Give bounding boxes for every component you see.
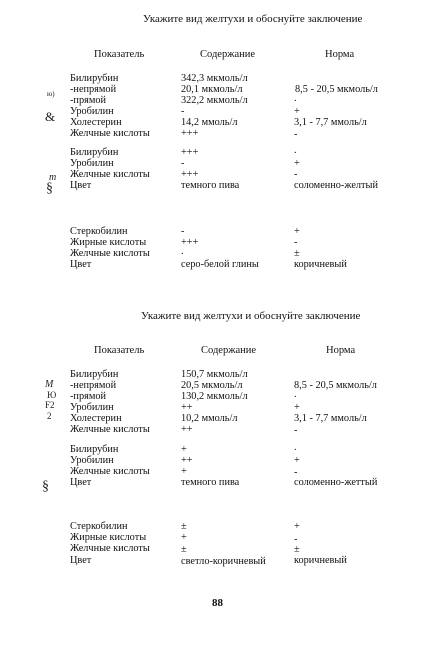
t1-feces-name-1: Жирные кислоты: [70, 237, 147, 248]
t2-urine-value-3: темного пива: [181, 477, 240, 488]
t1-blood-value-4: 14,2 ммоль/л: [181, 117, 238, 128]
t1-feces-name-3: Цвет: [70, 259, 92, 270]
t1-urine-name-0: Билирубин: [70, 147, 119, 158]
t2-urine-norm-3: соломенно-жеттый: [294, 477, 378, 488]
t2-blood-norm-2: .: [294, 389, 297, 400]
t2-blood-value-4: 10,2 ммоль/л: [181, 413, 238, 424]
margin-mark-9: §: [42, 479, 49, 494]
margin-mark-6: Ю: [47, 390, 57, 400]
t2-urine-name-1: Уробилин: [70, 455, 114, 466]
t2-urine-value-0: +: [181, 444, 187, 455]
margin-mark-4: §: [46, 181, 53, 196]
t1-feces-norm-0: +: [294, 226, 300, 237]
t2-blood-name-2: -прямой: [70, 391, 106, 402]
t2-blood-norm-3: +: [294, 402, 300, 413]
t1-urine-norm-3: соломенно-желтый: [294, 180, 378, 191]
t2-blood-name-1: -непрямой: [70, 380, 117, 391]
task2-header-content: Содержание: [201, 345, 257, 356]
t1-urine-name-1: Уробилин: [70, 158, 114, 169]
t1-blood-value-1: 20,1 мкмоль/л: [181, 84, 243, 95]
t2-urine-norm-1: +: [294, 455, 300, 466]
t2-feces-norm-1: -: [294, 534, 298, 545]
t2-urine-value-2: +: [181, 466, 187, 477]
t1-urine-value-3: темного пива: [181, 180, 240, 191]
t1-urine-value-0: +++: [181, 147, 199, 158]
task2-title: Укажите вид желтухи и обоснуйте заключение: [141, 310, 361, 322]
task2-header-norm: Норма: [326, 345, 356, 356]
t1-urine-value-2: +++: [181, 169, 199, 180]
t2-feces-value-2: ±: [181, 544, 187, 555]
margin-mark-8: 2: [47, 411, 52, 421]
t1-blood-norm-5: -: [294, 129, 298, 140]
t2-feces-norm-3: коричневый: [294, 555, 347, 566]
t2-feces-norm-0: +: [294, 521, 300, 532]
t2-blood-value-1: 20,5 мкмоль/л: [181, 380, 243, 391]
page-number: 88: [212, 597, 223, 609]
t2-urine-name-0: Билирубин: [70, 444, 119, 455]
task1-header-content: Содержание: [200, 49, 256, 60]
margin-mark-1: ю): [47, 90, 55, 98]
t1-urine-name-2: Желчные кислоты: [70, 169, 150, 180]
t2-blood-name-3: Уробилин: [70, 402, 114, 413]
t1-feces-value-2: .: [181, 246, 184, 257]
t1-blood-value-0: 342,3 мкмоль/л: [181, 73, 248, 84]
t2-blood-norm-1: 8,5 - 20,5 мкмоль/л: [294, 380, 377, 391]
t2-feces-name-1: Жирные кислоты: [70, 532, 147, 543]
margin-mark-2: &: [45, 109, 56, 124]
task1-header-indicator: Показатель: [94, 49, 145, 60]
t2-feces-name-3: Цвет: [70, 555, 92, 566]
margin-mark-3: m: [49, 172, 57, 183]
t2-feces-value-3: светло-коричневый: [181, 556, 266, 567]
t1-blood-name-5: Желчные кислоты: [70, 128, 150, 139]
margin-mark-7: F2: [45, 400, 55, 410]
t1-blood-value-3: -: [181, 106, 185, 117]
t1-blood-norm-3: +: [294, 106, 300, 117]
task1-title: Укажите вид желтухи и обоснуйте заключение: [143, 13, 363, 25]
t1-blood-name-3: Уробилин: [70, 106, 114, 117]
t2-blood-value-2: 130,2 мкмоль/л: [181, 391, 248, 402]
t1-feces-value-0: -: [181, 226, 185, 237]
t1-blood-name-0: Билирубин: [70, 73, 119, 84]
t2-blood-name-4: Холестерин: [70, 413, 122, 424]
t2-feces-value-1: +: [181, 532, 187, 543]
t1-blood-name-4: Холестерин: [70, 117, 122, 128]
t1-feces-value-3: серо-белой глины: [181, 259, 259, 270]
t1-urine-norm-0: .: [294, 145, 297, 156]
task2-header-indicator: Показатель: [94, 345, 145, 356]
t2-urine-norm-2: -: [294, 467, 298, 478]
t2-feces-name-0: Стеркобилин: [70, 521, 128, 532]
t2-feces-norm-2: ±: [294, 544, 300, 555]
t1-blood-name-1: -непрямой: [70, 84, 117, 95]
t2-urine-name-2: Желчные кислоты: [70, 466, 150, 477]
t1-urine-norm-1: +: [294, 158, 300, 169]
t1-feces-norm-2: ±: [294, 248, 300, 259]
t1-urine-name-3: Цвет: [70, 180, 92, 191]
t2-blood-norm-4: 3,1 - 7,7 ммоль/л: [294, 413, 367, 424]
t1-feces-value-1: +++: [181, 237, 199, 248]
t1-blood-norm-4: 3,1 - 7,7 ммоль/л: [294, 117, 367, 128]
t1-blood-name-2: -прямой: [70, 95, 106, 106]
task1-header-norm: Норма: [325, 49, 355, 60]
margin-mark-5: M: [45, 379, 54, 390]
t2-urine-name-3: Цвет: [70, 477, 92, 488]
t2-blood-value-5: ++: [181, 424, 193, 435]
t2-urine-norm-0: .: [294, 442, 297, 453]
t1-feces-name-0: Стеркобилин: [70, 226, 128, 237]
t2-blood-value-3: ++: [181, 402, 193, 413]
t2-blood-name-5: Желчные кислоты: [70, 424, 150, 435]
t2-urine-value-1: ++: [181, 455, 193, 466]
t1-urine-value-1: -: [181, 158, 185, 169]
t1-feces-norm-3: коричневый: [294, 259, 347, 270]
t1-feces-norm-1: -: [294, 237, 298, 248]
t1-urine-norm-2: -: [294, 169, 298, 180]
t1-blood-norm-2: .: [294, 93, 297, 104]
t2-blood-value-0: 150,7 мкмоль/л: [181, 369, 248, 380]
t1-blood-value-5: +++: [181, 128, 199, 139]
t2-feces-name-2: Желчные кислоты: [70, 543, 150, 554]
t1-blood-norm-1: 8,5 - 20,5 мкмоль/л: [295, 84, 378, 95]
t1-feces-name-2: Желчные кислоты: [70, 248, 150, 259]
t2-feces-value-0: ±: [181, 521, 187, 532]
t2-blood-name-0: Билирубин: [70, 369, 119, 380]
t1-blood-value-2: 322,2 мкмоль/л: [181, 95, 248, 106]
t2-blood-norm-5: -: [294, 425, 298, 436]
